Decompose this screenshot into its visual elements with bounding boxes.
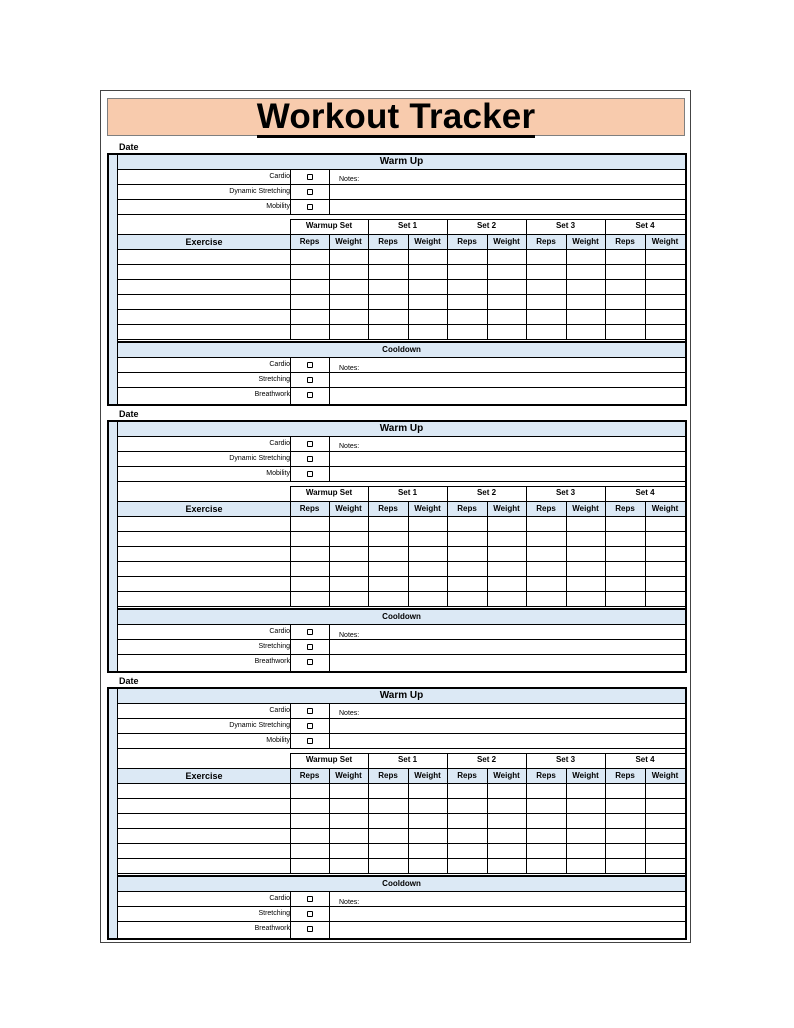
cooldown-notes-field[interactable] xyxy=(331,625,685,669)
workout-section-3 xyxy=(107,687,687,940)
warmup-notes-label: Notes: xyxy=(339,176,360,183)
warmup-checkbox[interactable] xyxy=(307,723,313,729)
exercise-row[interactable] xyxy=(118,295,685,309)
exercise-row[interactable] xyxy=(118,265,685,279)
warmup-checkbox[interactable] xyxy=(307,174,313,180)
workout-section-1 xyxy=(107,153,687,406)
cooldown-title: Cooldown xyxy=(382,612,421,621)
cooldown-checkbox[interactable] xyxy=(307,377,313,383)
rule xyxy=(487,501,488,606)
reps-header: Reps xyxy=(299,237,320,246)
rule xyxy=(605,219,606,339)
rule xyxy=(290,219,291,339)
set-group-header: Set 2 xyxy=(476,755,497,764)
rule xyxy=(329,357,330,404)
cooldown-title: Cooldown xyxy=(382,345,421,354)
weight-header: Weight xyxy=(651,771,679,780)
weight-header: Weight xyxy=(493,771,520,780)
date-label: Date xyxy=(119,409,139,419)
weight-header: Weight xyxy=(493,237,520,246)
exercise-row[interactable] xyxy=(118,577,685,591)
rule xyxy=(329,624,330,671)
rule xyxy=(408,501,409,606)
warmup-checkbox[interactable] xyxy=(307,189,313,195)
weight-header: Weight xyxy=(572,771,599,780)
rule xyxy=(329,169,330,215)
rule xyxy=(566,501,567,606)
exercise-row[interactable] xyxy=(118,844,685,858)
rule xyxy=(605,753,606,873)
rule xyxy=(526,486,527,606)
weight-header: Weight xyxy=(335,504,362,513)
cooldown-item-label: Cardio xyxy=(269,895,290,902)
rule xyxy=(329,436,330,482)
rule xyxy=(447,486,448,606)
page-title: Workout Tracker xyxy=(256,97,536,136)
exercise-header: Exercise xyxy=(185,237,223,247)
reps-header: Reps xyxy=(299,504,320,513)
rule xyxy=(368,753,369,873)
reps-header: Reps xyxy=(536,504,556,513)
reps-header: Reps xyxy=(378,771,398,780)
rule xyxy=(526,219,527,339)
rule xyxy=(290,169,291,215)
warmup-notes-field[interactable] xyxy=(331,170,685,215)
set-group-header: Warmup Set xyxy=(305,221,353,230)
rule xyxy=(329,703,330,749)
rule xyxy=(117,339,685,340)
rule xyxy=(447,219,448,339)
set-group-header: Set 4 xyxy=(635,221,655,230)
rule xyxy=(645,501,646,606)
cooldown-checkbox[interactable] xyxy=(307,896,313,902)
exercise-row[interactable] xyxy=(118,799,685,813)
warmup-checkbox[interactable] xyxy=(307,471,313,477)
rule xyxy=(290,703,291,749)
weight-header: Weight xyxy=(651,504,679,513)
rule xyxy=(290,891,291,938)
cooldown-item-label: Breathwork xyxy=(254,658,290,665)
exercise-row[interactable] xyxy=(118,784,685,798)
rule xyxy=(487,234,488,339)
set-group-header: Set 3 xyxy=(555,488,576,497)
title-banner xyxy=(107,98,685,136)
weight-header: Weight xyxy=(335,237,362,246)
exercise-row[interactable] xyxy=(118,592,685,606)
cooldown-title: Cooldown xyxy=(382,879,421,888)
rule xyxy=(605,486,606,606)
set-group-header: Set 3 xyxy=(555,755,576,764)
reps-header: Reps xyxy=(457,504,477,513)
rule xyxy=(329,891,330,938)
exercise-row[interactable] xyxy=(118,829,685,843)
cooldown-notes-label: Notes: xyxy=(339,899,360,906)
cooldown-notes-field[interactable] xyxy=(331,358,685,402)
weight-header: Weight xyxy=(414,771,441,780)
exercise-row[interactable] xyxy=(118,250,685,264)
exercise-row[interactable] xyxy=(118,814,685,828)
rule xyxy=(368,486,369,606)
exercise-header: Exercise xyxy=(185,504,223,514)
reps-header: Reps xyxy=(615,504,635,513)
reps-header: Reps xyxy=(536,237,556,246)
warmup-checkbox[interactable] xyxy=(307,708,313,714)
cooldown-notes-label: Notes: xyxy=(339,365,360,372)
warmup-item-label: Dynamic Stretching xyxy=(229,188,290,195)
warmup-item-label: Dynamic Stretching xyxy=(229,455,290,462)
warmup-item-label: Mobility xyxy=(266,737,290,744)
exercise-row[interactable] xyxy=(118,859,685,873)
warmup-item-label: Mobility xyxy=(266,203,290,210)
rule xyxy=(526,753,527,873)
workout-section-2 xyxy=(107,420,687,673)
set-group-header: Set 2 xyxy=(476,488,497,497)
rule xyxy=(566,234,567,339)
warmup-checkbox[interactable] xyxy=(307,738,313,744)
reps-header: Reps xyxy=(615,237,635,246)
set-group-header: Set 4 xyxy=(635,488,655,497)
cooldown-item-label: Cardio xyxy=(269,361,290,368)
warm-up-title: Warm Up xyxy=(379,156,424,167)
date-label: Date xyxy=(119,676,139,686)
set-group-header: Set 1 xyxy=(397,488,418,497)
set-group-header: Warmup Set xyxy=(305,755,353,764)
set-group-header: Set 3 xyxy=(555,221,576,230)
date-label: Date xyxy=(119,142,139,152)
set-group-header: Set 1 xyxy=(397,221,418,230)
cooldown-notes-field[interactable] xyxy=(331,892,685,936)
reps-header: Reps xyxy=(378,504,398,513)
warmup-item-label: Dynamic Stretching xyxy=(229,722,290,729)
rule xyxy=(290,753,291,873)
cooldown-item-label: Cardio xyxy=(269,628,290,635)
warmup-notes-label: Notes: xyxy=(339,443,360,450)
rule xyxy=(329,768,330,873)
rule xyxy=(408,234,409,339)
rule xyxy=(290,357,291,404)
warmup-checkbox[interactable] xyxy=(307,456,313,462)
warmup-notes-field[interactable] xyxy=(331,437,685,482)
rule xyxy=(566,768,567,873)
cooldown-checkbox[interactable] xyxy=(307,392,313,398)
reps-header: Reps xyxy=(457,237,477,246)
rule xyxy=(290,486,291,606)
reps-header: Reps xyxy=(299,771,320,780)
cooldown-checkbox[interactable] xyxy=(307,362,313,368)
cooldown-checkbox[interactable] xyxy=(307,629,313,635)
rule xyxy=(487,768,488,873)
weight-header: Weight xyxy=(493,504,520,513)
weight-header: Weight xyxy=(335,771,362,780)
exercise-row[interactable] xyxy=(118,562,685,576)
reps-header: Reps xyxy=(615,771,635,780)
tracker-sheet xyxy=(100,90,691,943)
warmup-item-label: Cardio xyxy=(269,707,290,714)
rule xyxy=(329,501,330,606)
warmup-notes-label: Notes: xyxy=(339,710,360,717)
exercise-header: Exercise xyxy=(185,771,223,781)
rule xyxy=(408,768,409,873)
weight-header: Weight xyxy=(572,504,599,513)
exercise-row[interactable] xyxy=(118,517,685,531)
rule xyxy=(645,768,646,873)
cooldown-item-label: Breathwork xyxy=(254,925,290,932)
cooldown-item-label: Stretching xyxy=(258,643,290,650)
warmup-notes-field[interactable] xyxy=(331,704,685,749)
rule xyxy=(447,753,448,873)
cooldown-checkbox[interactable] xyxy=(307,644,313,650)
warmup-item-label: Mobility xyxy=(266,470,290,477)
warmup-item-label: Cardio xyxy=(269,173,290,180)
rule xyxy=(329,234,330,339)
cooldown-item-label: Stretching xyxy=(258,910,290,917)
set-group-header: Warmup Set xyxy=(305,488,353,497)
cooldown-checkbox[interactable] xyxy=(307,926,313,932)
exercise-row[interactable] xyxy=(118,547,685,561)
warmup-checkbox[interactable] xyxy=(307,441,313,447)
warmup-checkbox[interactable] xyxy=(307,204,313,210)
cooldown-checkbox[interactable] xyxy=(307,911,313,917)
set-group-header: Set 2 xyxy=(476,221,497,230)
warm-up-title: Warm Up xyxy=(379,423,424,434)
set-group-header: Set 4 xyxy=(635,755,655,764)
reps-header: Reps xyxy=(457,771,477,780)
rule xyxy=(645,234,646,339)
cooldown-item-label: Stretching xyxy=(258,376,290,383)
reps-header: Reps xyxy=(378,237,398,246)
set-group-header: Set 1 xyxy=(397,755,418,764)
rule xyxy=(290,436,291,482)
reps-header: Reps xyxy=(536,771,556,780)
cooldown-item-label: Breathwork xyxy=(254,391,290,398)
cooldown-checkbox[interactable] xyxy=(307,659,313,665)
rule xyxy=(117,606,685,607)
warm-up-title: Warm Up xyxy=(379,690,424,701)
rule xyxy=(368,219,369,339)
weight-header: Weight xyxy=(414,504,441,513)
warmup-item-label: Cardio xyxy=(269,440,290,447)
weight-header: Weight xyxy=(651,237,679,246)
exercise-row[interactable] xyxy=(118,532,685,546)
exercise-row[interactable] xyxy=(118,310,685,324)
weight-header: Weight xyxy=(414,237,441,246)
cooldown-notes-label: Notes: xyxy=(339,632,360,639)
exercise-row[interactable] xyxy=(118,280,685,294)
rule xyxy=(290,624,291,671)
weight-header: Weight xyxy=(572,237,599,246)
exercise-row[interactable] xyxy=(118,325,685,339)
rule xyxy=(117,873,685,874)
